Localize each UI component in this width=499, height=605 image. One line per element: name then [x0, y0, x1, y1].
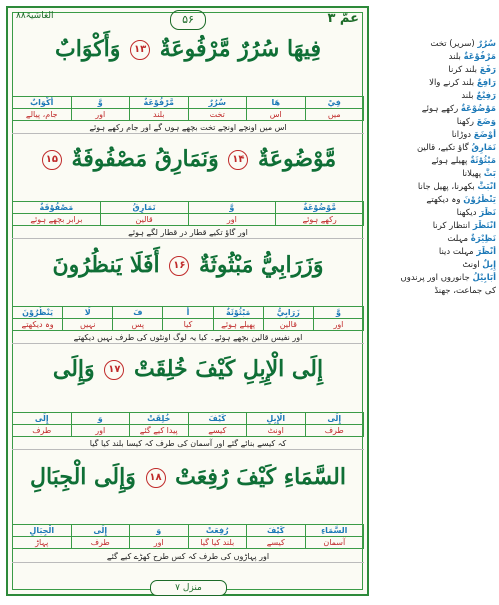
urdu-meaning: کیسے [188, 425, 247, 437]
ayah-marker: ۱۴ [228, 150, 248, 170]
urdu-meaning: اور [188, 214, 276, 226]
vocab-meaning: بلند [461, 91, 474, 101]
vocab-word: نَظِيْرَةٌ [470, 234, 496, 244]
urdu-meaning: اس [247, 109, 306, 121]
arabic-word: وَ [130, 525, 189, 537]
vocab-word: سُرُرٌ [477, 39, 496, 49]
arabic-word: مَّوْضُوْعَةٌ [276, 202, 364, 214]
urdu-meaning: پیدا کیے گئے [130, 425, 189, 437]
vocabulary-sidebar [378, 38, 496, 298]
urdu-meaning: کیسے [247, 537, 306, 549]
arabic-word: السَّمَاءِ [305, 525, 364, 537]
arabic-word: خُلِقَتْ [130, 413, 189, 425]
vocab-row [378, 38, 496, 51]
surah-label: الغاشیۃ۸۸ [16, 11, 54, 21]
ayah-marker: ۱۶ [169, 256, 189, 276]
vocab-row [378, 90, 496, 103]
vocab-row [378, 259, 496, 272]
vocab-row [378, 168, 496, 181]
table-row [13, 413, 364, 425]
vocab-word: رَفَعَ [479, 65, 496, 75]
arabic-word: زَرَابِيُّ [263, 307, 313, 319]
arabic-word: إِلَى [305, 413, 364, 425]
vocab-meaning: گاؤ تکیے، قالین [416, 143, 469, 153]
vocab-row [378, 77, 496, 90]
urdu-meaning: وہ دیکھتے [13, 319, 63, 331]
table-row [13, 214, 364, 226]
urdu-meaning: اونٹ [247, 425, 306, 437]
arabic-word: مَصْفُوْفَةٌ [13, 202, 101, 214]
verse-text: وَإِلَى الْجِبَالِ [30, 464, 136, 490]
arabic-word: كَيْفَ [188, 413, 247, 425]
vocab-word: إِبِلٌ [482, 260, 496, 270]
urdu-meaning: طرف [305, 425, 364, 437]
arabic-word: فَ [113, 307, 163, 319]
urdu-meaning: اور [71, 109, 130, 121]
urdu-meaning: قالین [100, 214, 188, 226]
vocab-word: انْبَثَّ [477, 182, 496, 192]
arabic-word: لَا [63, 307, 113, 319]
vocab-meaning: پھیلے ہوئے [431, 156, 468, 166]
urdu-meaning: رکھے ہوئے [276, 214, 364, 226]
arabic-word: رُفِعَتْ [188, 525, 247, 537]
vocab-meaning: کی جماعت، جھنڈ [434, 286, 496, 296]
vocab-row [378, 181, 496, 194]
urdu-meaning: برابر بچھے ہوئے [13, 214, 101, 226]
vocab-meaning: رکھنا [456, 117, 474, 127]
verse-text: وَنَمَارِقُ مَصْفُوفَةٌ [71, 146, 219, 172]
vocab-row [378, 246, 496, 259]
table-row [13, 307, 364, 319]
vocab-meaning: مہلت [447, 234, 469, 244]
vocab-word: أَبَابِيْلُ [472, 273, 496, 283]
arabic-word: أَ [163, 307, 213, 319]
urdu-meaning: اور [130, 537, 189, 549]
urdu-meaning: بلند کیا گیا [188, 537, 247, 549]
urdu-meaning: بلند [130, 109, 189, 121]
page-frame [6, 6, 369, 596]
arabic-word: هَا [247, 97, 306, 109]
vocab-meaning: انتظار کرنا [432, 221, 471, 231]
urdu-meaning: پس [113, 319, 163, 331]
vocab-meaning: بلند [448, 52, 461, 62]
arabic-word: نَمَارِقُ [100, 202, 188, 214]
vocab-row [378, 129, 496, 142]
word-by-word-table [12, 412, 364, 437]
verse-text: فِيهَا سُرُرٌ مَّرْفُوعَةٌ [159, 36, 321, 62]
translation-line: کہ کیسے بنائے گئے اور آسمان کی طرف کہ کیسا بلند کیا گیا [12, 438, 364, 450]
vocab-meaning: دوڑانا [451, 130, 472, 140]
vocab-meaning: (سریر) تخت [430, 39, 475, 49]
verse-text: السَّمَاءِ كَيْفَ رُفِعَتْ [175, 464, 346, 490]
verse-text: إِلَى الْإِبِلِ كَيْفَ خُلِقَتْ [134, 356, 324, 382]
vocab-meaning: بلند کرنا [448, 65, 478, 75]
vocab-word: نَمَارِقُ [471, 143, 496, 153]
word-by-word-table [12, 201, 364, 226]
urdu-meaning: میں [305, 109, 364, 121]
vocab-meaning: جانوروں اور پرندوں [400, 273, 470, 283]
verse-line [12, 464, 364, 490]
arabic-word: مَبْثُوْثَةٌ [213, 307, 263, 319]
table-row [13, 202, 364, 214]
translation-line: اور گاؤ تکیے قطار در قطار لگے ہوئے [12, 227, 364, 239]
vocab-meaning: اونٹ [462, 260, 480, 270]
vocab-word: مَوْضُوْعَةٌ [460, 104, 496, 114]
vocab-word: نَظَرَ [479, 208, 496, 218]
vocab-row [378, 194, 496, 207]
vocab-row [378, 103, 496, 116]
vocab-word: مَرْفُوْعَةٌ [463, 52, 496, 62]
table-row [13, 525, 364, 537]
table-row [13, 109, 364, 121]
urdu-meaning: اور [71, 425, 130, 437]
vocab-row [378, 51, 496, 64]
vocab-row [378, 116, 496, 129]
urdu-meaning: آسمان [305, 537, 364, 549]
urdu-meaning: پہاڑ [13, 537, 72, 549]
verse-text: مَّوْضُوعَةٌ [258, 146, 337, 172]
table-row [13, 537, 364, 549]
arabic-word: مَّرْفُوْعَةٌ [130, 97, 189, 109]
arabic-word: وَّ [188, 202, 276, 214]
arabic-word: أَكْوَابٌ [13, 97, 72, 109]
vocab-row [378, 233, 496, 246]
urdu-meaning: تخت [188, 109, 247, 121]
juz-label: عمّ ۳ [327, 11, 359, 26]
vocab-meaning: رکھے ہوئے [421, 104, 459, 114]
vocab-word: أَوْضَعَ [473, 130, 496, 140]
arabic-word: الْإِبِلِ [247, 413, 306, 425]
translation-line: اور نفیس قالین بچھے ہوئے۔ کیا یہ لوگ اونٹوں کی طرف نہیں دیکھتے [12, 332, 364, 344]
vocab-meaning: پھیلانا [462, 169, 482, 179]
arabic-word: كَيْفَ [247, 525, 306, 537]
word-by-word-table [12, 306, 364, 331]
arabic-word: إِلَى [13, 413, 72, 425]
urdu-meaning: قالین [263, 319, 313, 331]
ayah-marker: ۱۵ [42, 150, 62, 170]
vocab-row [378, 155, 496, 168]
vocab-row [378, 207, 496, 220]
verse-text: وَأَكْوَابٌ [55, 36, 121, 62]
vocab-row [378, 272, 496, 285]
verse-line [12, 36, 364, 62]
urdu-meaning: کیا [163, 319, 213, 331]
ayah-marker: ۱۷ [104, 360, 124, 380]
verse-line [12, 146, 364, 172]
word-by-word-table [12, 96, 364, 121]
vocab-meaning: وہ دیکھتے [426, 195, 461, 205]
verse-line [12, 252, 364, 278]
arabic-word: سُرُرٌ [188, 97, 247, 109]
word-by-word-table [12, 524, 364, 549]
vocab-word: انْتَظَرَ [472, 221, 496, 231]
translation-line: اور پہاڑوں کی طرف کہ کس طرح کھڑے کیے گئے [12, 551, 364, 563]
verse-line [12, 356, 364, 382]
urdu-meaning: جام، پیالے [13, 109, 72, 121]
ayah-marker: ۱۸ [146, 468, 166, 488]
page-number: ۵۶ [170, 10, 206, 30]
vocab-word: رَفِيْعٌ [476, 91, 496, 101]
vocab-meaning: بکھرنا، پھیل جانا [417, 182, 475, 192]
vocab-word: وَضَعَ [476, 117, 496, 127]
verse-text: أَفَلَا يَنظُرُونَ [52, 252, 160, 278]
arabic-word: يَنْظُرُوْنَ [13, 307, 63, 319]
vocab-row [378, 142, 496, 155]
vocab-row [378, 64, 496, 77]
arabic-word: إِلَى [71, 525, 130, 537]
ayah-marker: ۱۳ [130, 40, 150, 60]
arabic-word: وَّ [313, 307, 363, 319]
urdu-meaning: طرف [13, 425, 72, 437]
manzil-footer: منزل ۷ [150, 580, 227, 596]
vocab-row [378, 220, 496, 233]
vocab-word: بَثَّ [483, 169, 496, 179]
vocab-row [378, 285, 496, 298]
vocab-word: أَنْظَرَ [476, 247, 496, 257]
vocab-word: يَنْظُرُوْنَ [463, 195, 496, 205]
table-row [13, 97, 364, 109]
arabic-word: وَ [71, 413, 130, 425]
page-header [10, 9, 365, 33]
translation-line: اس میں اونچے اونچے تخت بچھے ہوں گے اور جام رکھے ہوئے [12, 122, 364, 134]
table-row [13, 425, 364, 437]
arabic-word: فِيْ [305, 97, 364, 109]
arabic-word: وَّ [71, 97, 130, 109]
urdu-meaning: اور [313, 319, 363, 331]
vocab-meaning: دیکھنا [456, 208, 477, 218]
verse-text: وَزَرَابِيُّ مَبْثُوثَةٌ [199, 252, 324, 278]
urdu-meaning: طرف [71, 537, 130, 549]
arabic-word: الْجِبَالِ [13, 525, 72, 537]
vocab-word: رَافِعٌ [476, 78, 496, 88]
verse-text: وَإِلَى [52, 356, 95, 382]
vocab-meaning: بلند کرنے والا [429, 78, 475, 88]
urdu-meaning: نہیں [63, 319, 113, 331]
table-row [13, 319, 364, 331]
vocab-word: مَبْثُوْثَةٌ [470, 156, 496, 166]
vocab-meaning: مہلت دینا [438, 247, 474, 257]
urdu-meaning: پھیلے ہوئے [213, 319, 263, 331]
